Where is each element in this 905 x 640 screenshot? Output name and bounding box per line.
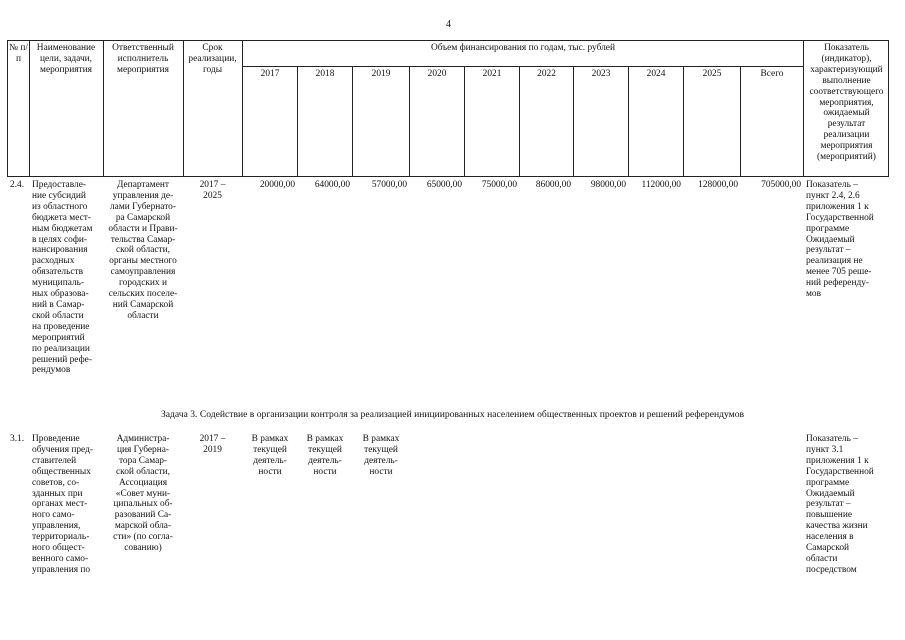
divider (242, 66, 804, 67)
page-number: 4 (446, 19, 451, 30)
row-responsible: Администра- ция Губерна- тора Самар- ской области, Ассоциация «Совет муни- ципальных об- разований Са- марской обла- сти» (по согла- сованию) (113, 434, 173, 554)
divider (519, 66, 520, 177)
row-term: 2017 – 2019 (199, 434, 226, 455)
divider (803, 40, 804, 177)
row-responsible: Департамент управления де- лами Губернато- ра Самарской области и Прави- тельства Самар- ской области, органы местного самоуправления городских и сельских поселе- ний Самарской области (108, 180, 178, 321)
divider (683, 66, 684, 177)
value-cell: В рамках текущей деятель- ности (362, 434, 400, 477)
value-cell: 64000,00 (314, 180, 350, 190)
value-cell: 128000,00 (698, 180, 738, 190)
divider (573, 66, 574, 177)
year-header: 2021 (482, 69, 502, 79)
value-cell: 57000,00 (371, 180, 407, 190)
year-header: 2022 (537, 69, 556, 79)
value-cell-total: 705000,00 (761, 180, 801, 190)
year-header: 2025 (702, 69, 722, 79)
divider (352, 66, 353, 177)
divider (242, 40, 243, 177)
year-header-total: Всего (760, 69, 784, 79)
row-indicator: Показатель – пункт 3.1 приложения 1 к Государственной программе Ожидаемый результат – повышение качества жизни населения в Самарской области посредством (806, 434, 874, 575)
divider (740, 66, 741, 177)
year-header: 2020 (427, 69, 447, 79)
value-cell: В рамках текущей деятель- ности (251, 434, 289, 477)
row-term: 2017 – 2025 (199, 180, 226, 201)
value-cell: 86000,00 (535, 180, 571, 190)
header-name: Наименование цели, задачи, мероприятия (36, 43, 96, 75)
year-header: 2024 (646, 69, 666, 79)
value-cell: В рамках текущей деятель- ности (306, 434, 344, 477)
header-term: Срок реализации, годы (188, 43, 237, 75)
row-name: Предоставле- ние субсидий из областного бюджета мест- ным бюджетам в целях софи- нансирования расходных обязательств муниципаль- ных образова- ний в Самар- ской области на проведение мероприятий по реализации решений рефе- рендумов (32, 180, 93, 376)
header-financing: Объем финансирования по годам, тыс. рублей (431, 43, 615, 53)
header-num: № п/п (9, 43, 28, 64)
divider (297, 66, 298, 177)
row-num: 2.4. (10, 180, 25, 190)
year-header: 2018 (315, 69, 335, 79)
year-header: 2023 (591, 69, 611, 79)
value-cell: 20000,00 (259, 180, 295, 190)
value-cell: 65000,00 (426, 180, 462, 190)
row-indicator: Показатель – пункт 2.4, 2.6 приложения 1 к Государственной программе Ожидаемый результат – реализация не менее 705 реше- ний референду- мов (806, 180, 874, 300)
value-cell: 75000,00 (481, 180, 517, 190)
row-name: Проведение обучения пред- ставителей общественных советов, со- зданных при органах мест- ного само- управления, территориаль- ного общест- венного само- управления по (32, 434, 93, 575)
task-heading: Задача 3. Содействие в организации контроля за реализацией инициированных населением общественных проектов и решений референдумов (160, 409, 745, 420)
value-cell: 98000,00 (590, 180, 626, 190)
divider (628, 66, 629, 177)
value-cell: 112000,00 (641, 180, 681, 190)
header-indicator: Показатель (индикатор), характеризующий выполнение соответствующего мероприятия, ожидаемый результат реализации мероприятия (мероприятий) (809, 43, 884, 163)
year-header: 2019 (371, 69, 391, 79)
header-responsible: Ответственный исполнитель мероприятия (112, 43, 174, 75)
divider (409, 66, 410, 177)
year-header: 2017 (260, 69, 280, 79)
divider (464, 66, 465, 177)
row-num: 3.1. (10, 434, 25, 444)
